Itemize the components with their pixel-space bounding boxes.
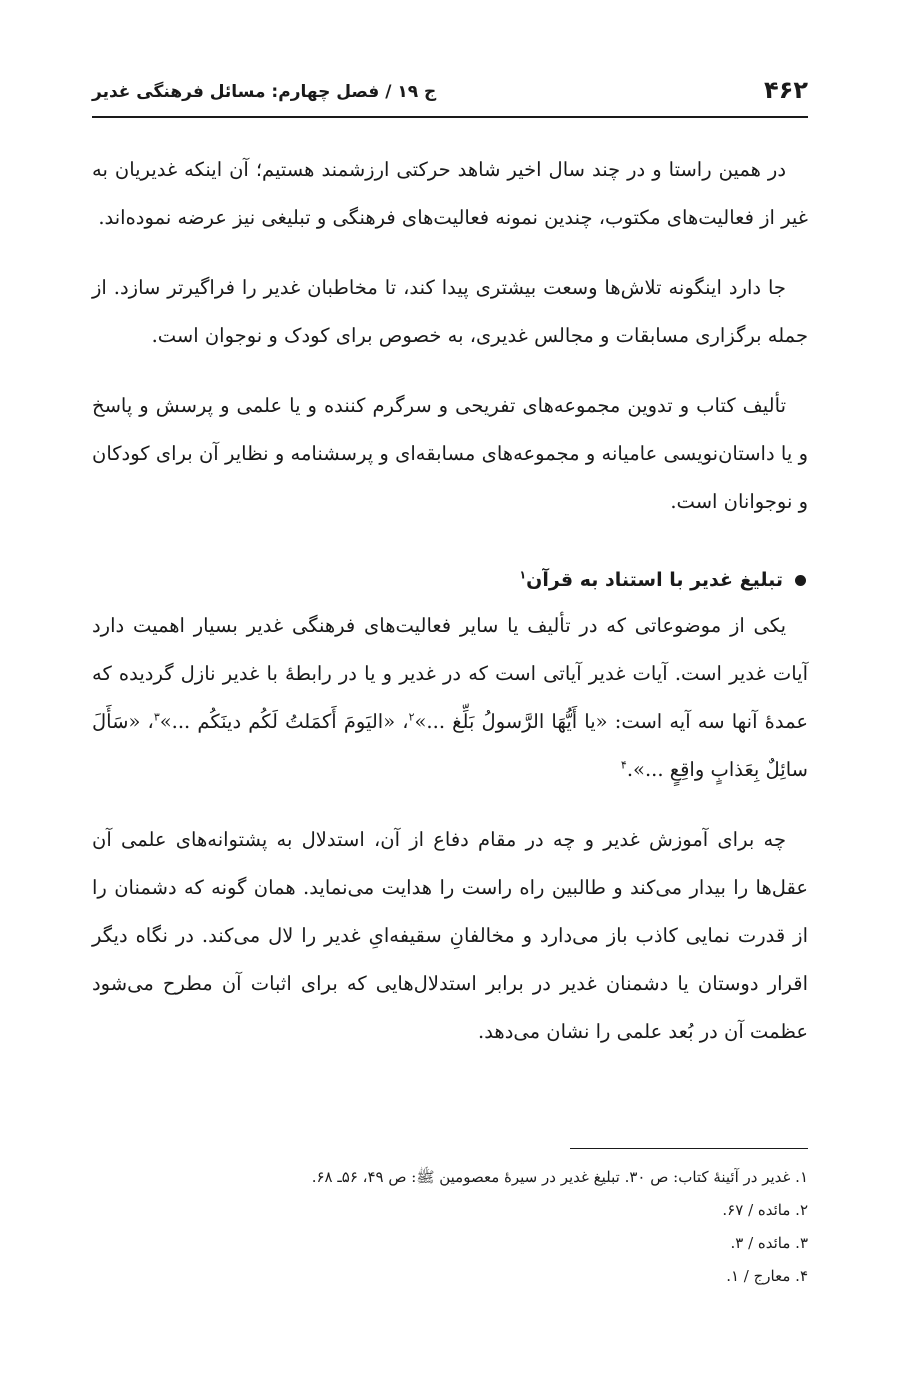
body-text <box>92 146 808 1078</box>
footnote-3: ۳. مائده / ۳. <box>730 1234 808 1252</box>
footnote-1: ۱. غدیر در آئینهٔ کتاب: ص ۳۰. تبلیغ غدیر در سیرهٔ معصومین ﷺ: ص ۴۹، ۵۶ـ ۶۸. <box>311 1168 808 1186</box>
running-title: ج ۱۹ / فصل چهارم: مسائل فرهنگی غدیر <box>92 82 437 102</box>
quran-paragraph-text-a: یکی از موضوعاتی که در تألیف یا سایر فعالیت‌های فرهنگی غدیر بسیار اهمیت دارد آیات غدیر است. آیات غدیر آیاتی است که در غدیر و یا در رابطهٔ با غدیر نازل گردیده که عمدهٔ آنها سه آیه است: «یا أَیُّهَا الرَّسولُ بَلِّغ ...» <box>92 614 808 733</box>
footnote-marker-1: ۱ <box>519 568 527 582</box>
section-heading <box>92 560 808 600</box>
footnote-marker-4: ۴ <box>620 758 627 772</box>
bullet-icon <box>795 575 806 586</box>
page-number: ۴۶۲ <box>764 76 808 104</box>
quran-paragraph <box>92 602 808 794</box>
quran-paragraph-text-b: ، «الیَومَ أَکمَلتُ لَکُم دینَکُم ...» <box>159 710 409 733</box>
footnote-marker-3: ۳ <box>153 710 160 724</box>
paragraph-2: جا دارد اینگونه تلاش‌ها وسعت بیشتری پیدا کند، تا مخاطبان غدیر را فراگیرتر سازد. از جمله برگزاری مسابقات و مجالس غدیری، به خصوص برای کودک و نوجوان است. <box>92 276 808 347</box>
footnote-4: ۴. معارج / ۱. <box>726 1267 808 1285</box>
paragraph-3: تألیف کتاب و تدوین مجموعه‌های تفریحی و سرگرم کننده و یا علمی و پرسش و پاسخ و یا داستان‌نویسی عامیانه و مجموعه‌های مسابقه‌ای و پرسشنامه و نظایر آن برای کودکان و نوجوانان است. <box>92 394 808 513</box>
quran-paragraph-text-c: ، «سَأَلَ سائِلٌ بِعَذابٍ واقِعٍ ...». <box>92 710 808 781</box>
footnote-2: ۲. مائده / ۶۷. <box>722 1201 808 1219</box>
paragraph-1: در همین راستا و در چند سال اخیر شاهد حرکتی ارزشمند هستیم؛ آن اینکه غدیریان به غیر از فعالیت‌های مکتوب، چندین نمونه فعالیت‌های فرهنگی و تبلیغی نیز عرضه نموده‌اند. <box>92 158 808 229</box>
footnote-divider <box>570 1148 808 1149</box>
section-heading-text: تبلیغ غدیر با استناد به قرآن <box>526 569 783 591</box>
argument-paragraph: چه برای آموزش غدیر و چه در مقام دفاع از آن، استدلال به پشتوانه‌های علمی آن عقل‌ها را بیدار می‌کند و طالبین راه راست را هدایت می‌نماید. همان گونه که دشمنان را از قدرت نمایی کاذب باز می‌دارد و مخالفانِ سقیفه‌ایِ غدیر را لال می‌کند. در نگاه دیگر اقرار دوستان یا دشمنان غدیر در برابر استدلال‌هایی که برای اثبات آن مطرح می‌شود عظمت آن در بُعد علمی را نشان می‌دهد. <box>92 828 808 1043</box>
footnote-marker-2: ۲ <box>408 710 415 724</box>
footnotes <box>92 1148 808 1293</box>
page-header <box>92 76 808 118</box>
